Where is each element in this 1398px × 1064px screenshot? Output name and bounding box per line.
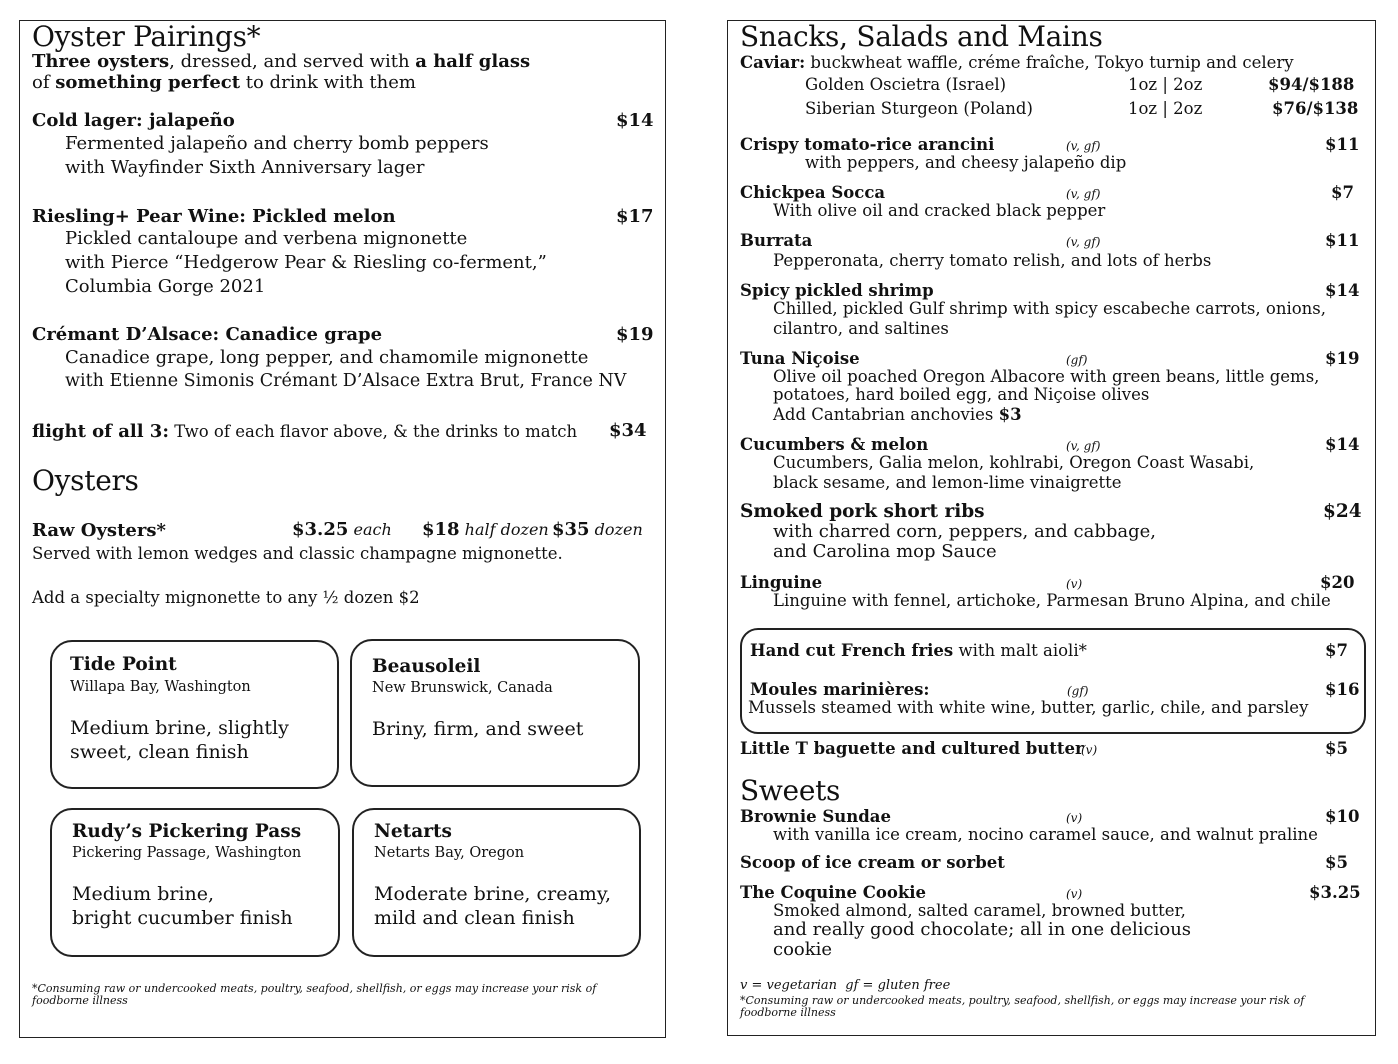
caviar-price: $76/$138 bbox=[1272, 99, 1359, 118]
sweet-desc: with vanilla ice cream, nocino caramel sauce, and walnut praline bbox=[773, 825, 1318, 844]
menu-item-name: Chickpea Socca bbox=[740, 183, 886, 202]
sweet-name: The Coquine Cookie bbox=[740, 883, 927, 902]
moules-desc: Mussels steamed with white wine, butter, garlic, chile, and parsley bbox=[748, 698, 1309, 717]
menu-item-name: Spicy pickled shrimp bbox=[740, 281, 934, 300]
pairing-price: $19 bbox=[616, 324, 654, 345]
sweet-desc: cookie bbox=[773, 939, 833, 960]
caviar-name: Siberian Sturgeon (Poland) bbox=[805, 99, 1033, 118]
menu-item-tag: (v, gf) bbox=[1066, 235, 1101, 249]
served-with-text: Served with lemon wedges and classic champagne mignonette. bbox=[32, 544, 563, 563]
pairing-desc: with Etienne Simonis Crémant D’Alsace Extra Brut, France NV bbox=[65, 371, 627, 391]
menu-item-name: Tuna Niçoise bbox=[740, 349, 860, 368]
menu-item-name: Linguine bbox=[740, 573, 823, 592]
menu-item-desc: With olive oil and cracked black pepper bbox=[773, 201, 1106, 220]
menu-item-name: Smoked pork short ribs bbox=[740, 501, 985, 522]
baguette-price: $5 bbox=[1325, 739, 1348, 758]
sweet-desc: and really good chocolate; all in one delicious bbox=[773, 919, 1192, 940]
right-disclaimer: *Consuming raw or undercooked meats, poultry, seafood, shellfish, or eggs may increase your risk of foodborne illness bbox=[740, 994, 1305, 1019]
menu-item-desc: and Carolina mop Sauce bbox=[773, 541, 997, 562]
menu-item-tag: (v) bbox=[1066, 577, 1083, 591]
oyster-card-desc: bright cucumber finish bbox=[72, 907, 293, 929]
menu-item-desc: Cucumbers, Galia melon, kohlrabi, Oregon Coast Wasabi, bbox=[773, 453, 1255, 472]
menu-item-desc: with peppers, and cheesy jalapeño dip bbox=[805, 153, 1127, 172]
menu-item-price: $20 bbox=[1320, 573, 1355, 592]
sweet-name: Scoop of ice cream or sorbet bbox=[740, 853, 1005, 872]
caviar-size: 1oz | 2oz bbox=[1128, 75, 1203, 94]
menu-item-price: $24 bbox=[1323, 501, 1362, 522]
oyster-card-location: Willapa Bay, Washington bbox=[70, 679, 251, 695]
sweet-tag: (v) bbox=[1066, 887, 1083, 901]
menu-item-desc: black sesame, and lemon-lime vinaigrette bbox=[773, 473, 1122, 492]
oyster-card-rudys-pickering-pass bbox=[50, 808, 340, 957]
fries-price: $7 bbox=[1325, 641, 1348, 660]
pairing-name: Riesling+ Pear Wine: Pickled melon bbox=[32, 206, 396, 227]
menu-item-desc: Pepperonata, cherry tomato relish, and lots of herbs bbox=[773, 251, 1212, 270]
raw-oysters-price-half: $18 half dozen bbox=[422, 519, 549, 540]
sweet-price: $10 bbox=[1325, 807, 1360, 826]
menu-item-price: $14 bbox=[1325, 435, 1360, 454]
menu-item-price: $11 bbox=[1325, 231, 1360, 250]
oyster-card-beausoleil bbox=[350, 639, 640, 787]
caviar-size: 1oz | 2oz bbox=[1128, 99, 1203, 118]
oyster-card-name: Rudy’s Pickering Pass bbox=[72, 821, 302, 842]
pairing-price: $14 bbox=[616, 110, 654, 131]
sweet-tag: (v) bbox=[1066, 811, 1083, 825]
menu-item-tag: (gf) bbox=[1066, 353, 1088, 367]
caviar-line: Caviar: buckwheat waffle, créme fraîche, Tokyo turnip and celery bbox=[740, 53, 1294, 72]
oyster-card-desc: Briny, firm, and sweet bbox=[372, 718, 584, 740]
oyster-card-desc: mild and clean finish bbox=[374, 907, 575, 929]
sweets-title: Sweets bbox=[740, 774, 841, 807]
sweet-price: $5 bbox=[1325, 853, 1348, 872]
menu-item-desc: Linguine with fennel, artichoke, Parmesan Bruno Alpina, and chile bbox=[773, 591, 1331, 610]
moules-price: $16 bbox=[1325, 680, 1360, 699]
menu-item-tag: (v, gf) bbox=[1066, 139, 1101, 153]
baguette-name: Little T baguette and cultured butter bbox=[740, 739, 1084, 758]
mains-title: Snacks, Salads and Mains bbox=[740, 20, 1103, 53]
menu-item-desc: with charred corn, peppers, and cabbage, bbox=[773, 521, 1156, 542]
oysters-title: Oysters bbox=[32, 464, 139, 497]
menu-item-tag: (v, gf) bbox=[1066, 439, 1101, 453]
oyster-card-name: Beausoleil bbox=[372, 656, 481, 677]
menu-item-name: Burrata bbox=[740, 231, 813, 250]
menu-item-desc: potatoes, hard boiled egg, and Niçoise olives bbox=[773, 385, 1150, 404]
flight-price: $34 bbox=[609, 420, 647, 441]
pairing-desc: with Wayfinder Sixth Anniversary lager bbox=[65, 157, 425, 178]
pairing-desc: Columbia Gorge 2021 bbox=[65, 276, 266, 297]
pairing-desc: Fermented jalapeño and cherry bomb peppers bbox=[65, 133, 489, 154]
oyster-card-name: Netarts bbox=[374, 821, 452, 842]
oyster-pairings-title: Oyster Pairings* bbox=[32, 20, 261, 53]
moules-tag: (gf) bbox=[1067, 684, 1089, 698]
oyster-card-location: New Brunswick, Canada bbox=[372, 680, 553, 696]
pairing-desc: Canadice grape, long pepper, and chamomile mignonette bbox=[65, 347, 589, 368]
oyster-card-desc: sweet, clean finish bbox=[70, 741, 249, 763]
raw-oysters-name: Raw Oysters* bbox=[32, 520, 166, 541]
menu-item-tag: (v, gf) bbox=[1066, 187, 1101, 201]
pairings-intro-line1: Three oysters, dressed, and served with a half glass bbox=[32, 51, 531, 72]
raw-oysters-price-each: $3.25 each bbox=[292, 519, 392, 540]
menu-item-price: $19 bbox=[1325, 349, 1360, 368]
pairing-desc: Pickled cantaloupe and verbena mignonette bbox=[65, 228, 468, 249]
menu-item-name: Crispy tomato-rice arancini bbox=[740, 135, 995, 154]
pairings-intro-line2: of something perfect to drink with them bbox=[32, 72, 416, 93]
fries-line: Hand cut French fries with malt aioli* bbox=[750, 641, 1087, 660]
oyster-card-name: Tide Point bbox=[70, 654, 177, 675]
oyster-card-tide-point bbox=[50, 640, 339, 789]
oyster-card-location: Netarts Bay, Oregon bbox=[374, 845, 525, 861]
pairing-name: Cold lager: jalapeño bbox=[32, 110, 235, 131]
menu-item-price: $14 bbox=[1325, 281, 1360, 300]
menu-item-name: Cucumbers & melon bbox=[740, 435, 929, 454]
oyster-card-desc: Medium brine, slightly bbox=[70, 717, 289, 739]
oyster-card-desc: Medium brine, bbox=[72, 883, 215, 905]
raw-oysters-price-dozen: $35 dozen bbox=[552, 519, 643, 540]
pairing-desc: with Pierce “Hedgerow Pear & Riesling co-ferment,” bbox=[65, 252, 547, 273]
baguette-tag: (v) bbox=[1081, 743, 1098, 757]
pairing-name: Crémant D’Alsace: Canadice grape bbox=[32, 324, 383, 345]
pairing-price: $17 bbox=[616, 206, 654, 227]
caviar-price: $94/$188 bbox=[1268, 75, 1355, 94]
oyster-card-location: Pickering Passage, Washington bbox=[72, 845, 302, 861]
menu-item-desc: cilantro, and saltines bbox=[773, 319, 949, 338]
oyster-card-desc: Moderate brine, creamy, bbox=[374, 883, 612, 905]
diet-legend: v = vegetarian gf = gluten free bbox=[740, 978, 951, 993]
menu-item-desc: Chilled, pickled Gulf shrimp with spicy escabeche carrots, onions, bbox=[773, 299, 1326, 318]
menu-item-price: $11 bbox=[1325, 135, 1360, 154]
sweet-desc: Smoked almond, salted caramel, browned butter, bbox=[773, 901, 1186, 920]
menu-item-price: $7 bbox=[1331, 183, 1354, 202]
fries-moules-box bbox=[740, 628, 1366, 734]
moules-name: Moules marinières: bbox=[750, 680, 930, 699]
caviar-name: Golden Oscietra (Israel) bbox=[805, 75, 1007, 94]
oyster-card-netarts bbox=[352, 808, 641, 957]
menu-item-desc: Olive oil poached Oregon Albacore with green beans, little gems, bbox=[773, 367, 1320, 386]
menu-item-desc: Add Cantabrian anchovies $3 bbox=[773, 405, 1022, 424]
sweet-price: $3.25 bbox=[1309, 883, 1361, 902]
sweet-name: Brownie Sundae bbox=[740, 807, 891, 826]
left-disclaimer: *Consuming raw or undercooked meats, poultry, seafood, shellfish, or eggs may increase your risk of foodborne illness bbox=[32, 982, 597, 1007]
mignonette-addon-text: Add a specialty mignonette to any ½ dozen $2 bbox=[32, 588, 420, 607]
flight-line: flight of all 3: Two of each flavor above, & the drinks to match bbox=[32, 421, 578, 442]
